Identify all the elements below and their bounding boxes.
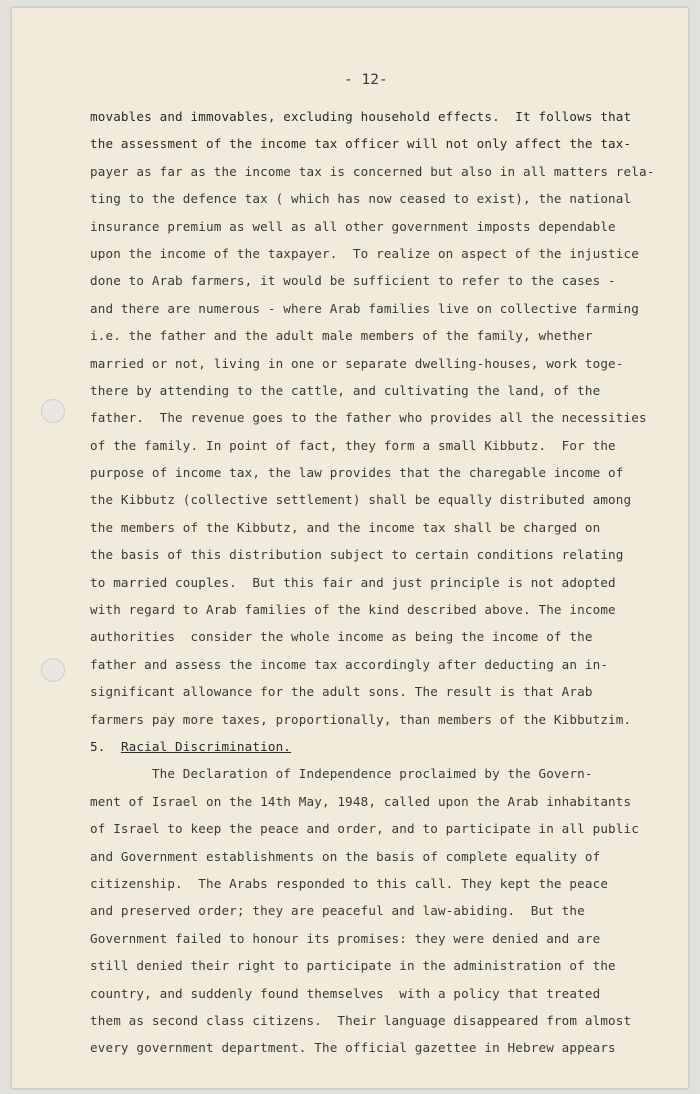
section-heading (90, 733, 686, 760)
text-line: of the family. In point of fact, they form a small Kibbutz. For the (90, 437, 616, 453)
text-line: i.e. the father and the adult male members of the family, whether (90, 328, 593, 344)
text-line: the assessment of the income tax officer will not only affect the tax- (90, 136, 632, 152)
text-line: citizenship. The Arabs responded to this call. They kept the peace (90, 875, 609, 891)
text-line: still denied their right to participate in the administration of the (90, 958, 616, 974)
text-line: the basis of this distribution subject to certain conditions relating (90, 547, 624, 563)
text-line: there by attending to the cattle, and cultivating the land, of the (90, 382, 601, 398)
text-line: and there are numerous - where Arab families live on collective farming (90, 300, 639, 316)
punch-hole (41, 658, 65, 682)
text-line: movables and immovables, excluding household effects. It follows that (90, 109, 632, 124)
punch-hole (41, 399, 65, 423)
section-title: Racial Discrimination. (120, 738, 292, 754)
page-number: - 12- (344, 72, 388, 88)
text-line: farmers pay more taxes, proportionally, than members of the Kibbutzim. (90, 711, 632, 727)
text-line: with regard to Arab families of the kind described above. The income (90, 602, 616, 618)
text-line: and preserved order; they are peaceful and law-abiding. But the (90, 903, 585, 919)
text-line: the members of the Kibbutz, and the income tax shall be charged on (90, 519, 601, 535)
text-line: father. The revenue goes to the father who provides all the necessities (90, 410, 647, 426)
text-line: married or not, living in one or separate dwelling-houses, work toge- (90, 355, 624, 371)
text-line: country, and suddenly found themselves with a policy that treated (90, 985, 601, 1001)
text-line: of Israel to keep the peace and order, and to participate in all public (90, 821, 639, 837)
text-line: and Government establishments on the basis of complete equality of (90, 848, 601, 864)
text-line: father and assess the income tax accordingly after deducting an in- (90, 656, 609, 672)
text-line: Government failed to honour its promises: they were denied and are (90, 930, 601, 946)
text-line: them as second class citizens. Their language disappeared from almost (90, 1012, 632, 1028)
section-number: 5. (90, 738, 106, 754)
text-line: ting to the defence tax ( which has now ceased to exist), the national (90, 191, 632, 207)
text-line: The Declaration of Independence proclaimed by the Govern- (90, 766, 593, 782)
text-line: ment of Israel on the 14th May, 1948, called upon the Arab inhabitants (90, 793, 632, 809)
text-line: insurance premium as well as all other government imposts dependable (90, 218, 616, 234)
text-line: authorities consider the whole income as being the income of the (90, 629, 593, 645)
text-line: every government department. The official gazettee in Hebrew appears (90, 1040, 616, 1056)
text-line: payer as far as the income tax is concerned but also in all matters rela- (90, 163, 655, 179)
text-line: to married couples. But this fair and just principle is not adopted (90, 574, 616, 590)
text-line: significant allowance for the adult sons. The result is that Arab (90, 684, 593, 700)
text-line: done to Arab farmers, it would be sufficient to refer to the cases - (90, 273, 616, 289)
text-line: the Kibbutz (collective settlement) shall be equally distributed among (90, 492, 632, 508)
text-line: upon the income of the taxpayer. To realize on aspect of the injustice (90, 245, 639, 261)
document-page (12, 8, 688, 1088)
text-line: purpose of income tax, the law provides that the charegable income of (90, 465, 624, 481)
typed-body (90, 103, 686, 1062)
